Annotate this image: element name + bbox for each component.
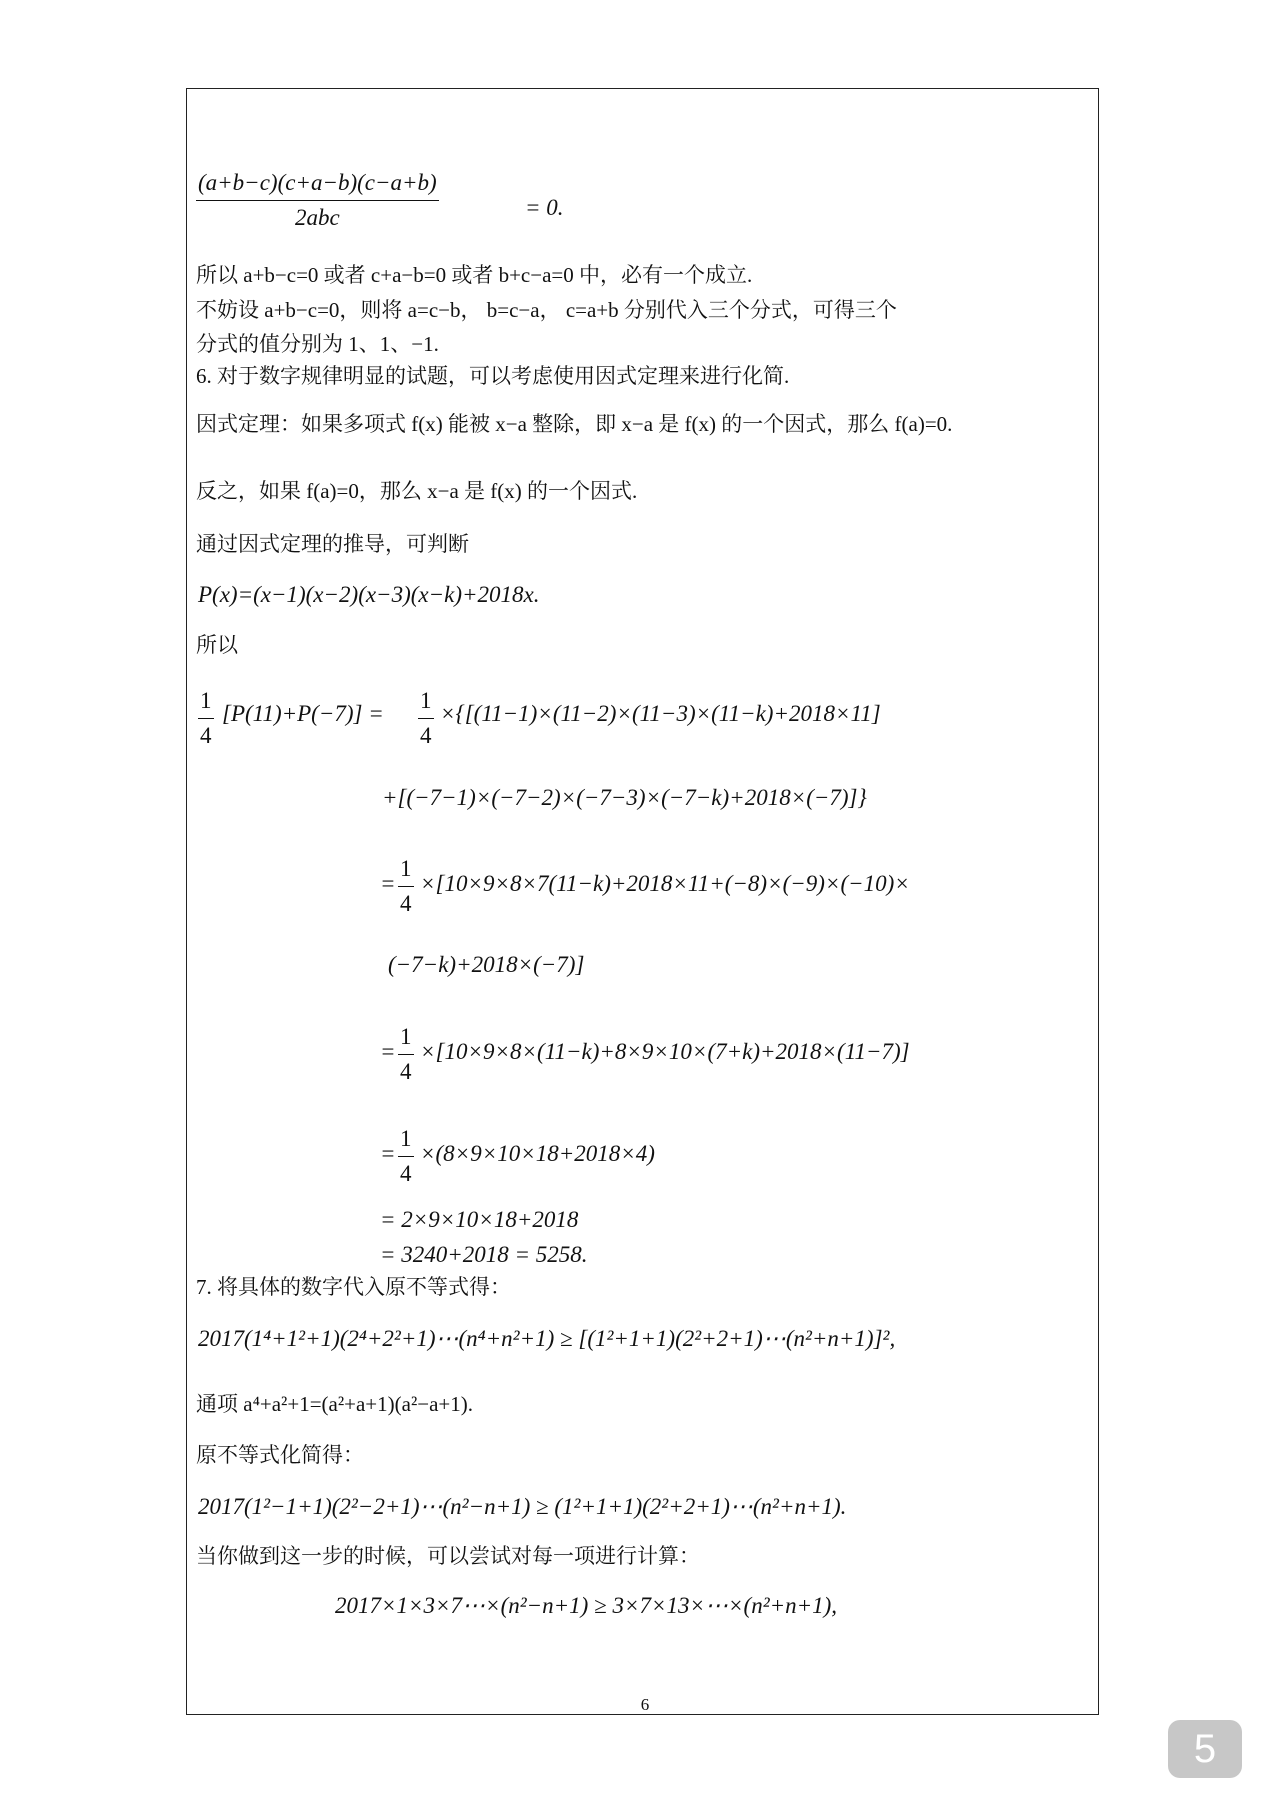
text-derive: 通过因式定理的推导，可判断: [196, 532, 469, 556]
calc-6: ×(8×9×10×18+2018×4): [420, 1141, 655, 1166]
calc-7: = 2×9×10×18+2018: [380, 1207, 579, 1232]
calc-6-eq: =: [380, 1141, 396, 1166]
inequality-1: 2017(1⁴+1²+1)(2⁴+2²+1)⋯(n⁴+n²+1) ≥ [(1²+1+1)(2²+2+1)⋯(n²+n+1)]²,: [198, 1326, 896, 1351]
calc-2: +[(−7−1)×(−7−2)×(−7−3)×(−7−k)+2018×(−7)]}: [382, 785, 867, 810]
item-6: 6. 对于数字规律明显的试题，可以考虑使用因式定理来进行化简.: [196, 364, 790, 388]
text-simplify: 原不等式化简得：: [196, 1443, 364, 1467]
inequality-3: 2017×1×3×7⋯×(n²−n+1) ≥ 3×7×13×⋯×(n²+n+1),: [335, 1593, 838, 1618]
fraction-numerator: (a+b−c)(c+a−b)(c−a+b): [196, 170, 439, 201]
fraction-quarter-3: $\frac{1}{4}$: [400, 856, 412, 916]
fraction-denominator: 2abc: [295, 205, 340, 230]
page-badge[interactable]: 5: [1168, 1720, 1242, 1778]
calc-4: (−7−k)+2018×(−7)]: [388, 952, 585, 977]
calc-3: ×[10×9×8×7(11−k)+2018×11+(−8)×(−9)×(−10)×: [420, 871, 910, 896]
P-definition: P(x)=(x−1)(x−2)(x−3)(x−k)+2018x.: [198, 582, 540, 607]
fraction-quarter-5: $\frac{1}{4}$: [400, 1024, 412, 1084]
text-when: 当你做到这一步的时候，可以尝试对每一项进行计算：: [196, 1544, 700, 1568]
fraction-quarter-6: $\frac{1}{4}$: [400, 1126, 412, 1186]
calc-1-rhs: ×{[(11−1)×(11−2)×(11−3)×(11−k)+2018×11]: [440, 701, 881, 726]
text-converse: 反之，如果 f(a)=0，那么 x−a 是 f(x) 的一个因式.: [196, 479, 638, 503]
inequality-2: 2017(1²−1+1)(2²−2+1)⋯(n²−n+1) ≥ (1²+1+1)(2²+2+1)⋯(n²+n+1).: [198, 1494, 847, 1519]
text-factor-theorem: 因式定理：如果多项式 f(x) 能被 x−a 整除，即 x−a 是 f(x) 的一个因式，那么 f(a)=0.: [196, 412, 953, 436]
calc-1-lhs: [P(11)+P(−7)] =: [222, 701, 384, 726]
item-7: 7. 将具体的数字代入原不等式得：: [196, 1275, 511, 1299]
fraction-quarter-2: $\frac{1}{4}$: [420, 688, 432, 748]
text-so: 所以 a+b−c=0 或者 c+a−b=0 或者 b+c−a=0 中，必有一个成立.: [196, 263, 753, 287]
text-general-term: 通项 a⁴+a²+1=(a²+a+1)(a²−a+1).: [196, 1392, 474, 1416]
calc-5: ×[10×9×8×(11−k)+8×9×10×(7+k)+2018×(11−7)]: [420, 1039, 910, 1064]
fraction-top: [196, 170, 439, 231]
text-values: 分式的值分别为 1、1、−1.: [196, 332, 439, 356]
fraction-quarter-1: $\frac{1}{4}$: [200, 688, 212, 748]
calc-8: = 3240+2018 = 5258.: [380, 1242, 588, 1267]
page-number: 6: [640, 1695, 650, 1714]
calc-3-eq: =: [380, 871, 396, 896]
text-assume: 不妨设 a+b−c=0，则将 a=c−b， b=c−a， c=a+b 分别代入三个分式，可得三个: [196, 298, 897, 322]
calc-5-eq: =: [380, 1039, 396, 1064]
text-so-2: 所以: [196, 633, 238, 657]
fraction-rhs: = 0.: [525, 195, 564, 220]
